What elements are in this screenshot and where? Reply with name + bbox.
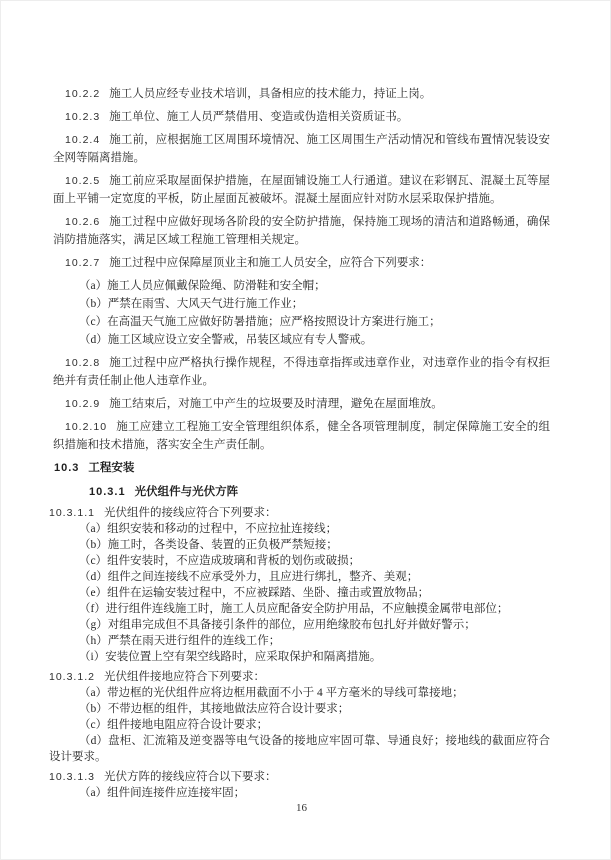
clause-text: 光伏方阵的接线应符合以下要求： <box>103 771 277 783</box>
clause-text: 施工过程中应做好现场各阶段的安全防护措施，保持施工现场的清洁和道路畅通，确保消防措施落实，满足区域工程施工管理相关规定。 <box>53 216 550 246</box>
list-item: （b）严禁在雨雪、大风天气进行施工作业； <box>79 298 304 310</box>
clause-text: 施工过程中应保障屋顶业主和施工人员安全，应符合下列要求： <box>109 257 432 269</box>
clause-10-2-5 <box>53 172 550 208</box>
clause-10-3-1-3-items <box>53 785 550 801</box>
list-item: （a）施工人员应佩戴保险绳、防滑鞋和安全帽； <box>79 280 326 292</box>
list-item: （b）不带边框的组件，其接地做法应符合设计要求； <box>79 703 350 715</box>
list-item: （b）施工时，各类设备、装置的正负极严禁短接； <box>79 539 338 551</box>
clause-10-2-7-items <box>53 277 550 349</box>
clause-number: 10.2.2 <box>65 88 101 100</box>
heading-number: 10.3.1 <box>89 486 126 498</box>
list-item: （f）进行组件连线施工时，施工人员应配备安全防护用品，不应触摸金属带电部位； <box>79 603 509 615</box>
list-item: （a）组织安装和移动的过程中，不应拉扯连接线； <box>79 523 338 535</box>
clause-text: 施工单位、施工人员严禁借用、变造或伪造相关资质证书。 <box>109 111 409 123</box>
clause-10-2-9 <box>53 395 550 413</box>
clause-10-3-1-1 <box>49 505 550 521</box>
list-item: （a）组件间连接件应连接牢固； <box>79 787 246 799</box>
clause-10-3-1-2-items <box>49 685 550 765</box>
list-item: （d）盘柜、汇流箱及逆变器等电气设备的接地应牢固可靠、导通良好；接地线的截面应符合设计要求。 <box>49 735 550 763</box>
heading-10-3-1 <box>89 483 550 501</box>
list-item: （c）组件安装时，不应造成玻璃和背板的划伤或破损； <box>79 555 361 567</box>
clause-10-3-1-2 <box>49 669 550 685</box>
list-item: （a）带边框的光伏组件应将边框用截面不小于 4 平方毫米的导线可靠接地； <box>79 687 464 699</box>
clause-10-2-8 <box>53 354 550 390</box>
clause-number: 10.3.1.1 <box>49 507 95 519</box>
list-item: （d）组件之间连接线不应承受外力，且应进行绑扎，整齐、美观； <box>79 571 419 583</box>
clause-number: 10.3.1.3 <box>49 771 95 783</box>
clause-number: 10.2.7 <box>65 257 101 269</box>
heading-10-3 <box>54 459 550 477</box>
list-item: （i）安装位置上空有架空线路时，应采取保护和隔离措施。 <box>79 651 382 663</box>
clause-number: 10.2.6 <box>65 216 101 228</box>
clause-number: 10.3.1.2 <box>49 671 95 683</box>
clause-text: 施工前应采取屋面保护措施，在屋面铺设施工人行通道。建议在彩钢瓦、混凝土瓦等屋面上平铺一定宽度的平板，防止屋面瓦被破坏。混凝土屋面应针对防水层采取保护措施。 <box>53 175 550 205</box>
clause-10-2-4 <box>53 131 550 167</box>
list-item: （c）在高温天气施工应做好防暑措施；应严格按照设计方案进行施工； <box>79 316 441 328</box>
list-item: （g）对组串完成但不具备接引条件的部位，应用绝缘胶布包扎好并做好警示； <box>79 619 476 631</box>
clause-10-2-3 <box>53 108 550 126</box>
heading-number: 10.3 <box>54 462 80 474</box>
clause-number: 10.2.3 <box>65 111 101 123</box>
clause-text: 光伏组件的接线应符合下列要求： <box>103 507 277 519</box>
list-item: （e）组件在运输安装过程中，不应被踩踏、坐卧、撞击或置放物品； <box>79 587 430 599</box>
clause-10-3-1-3 <box>49 769 550 785</box>
clause-10-2-10 <box>53 418 550 454</box>
clause-text: 施工过程中应严格执行操作规程，不得违章指挥或违章作业，对违章作业的指令有权拒绝并有责任制止他人违章作业。 <box>53 357 550 387</box>
clause-text: 施工人员应经专业技术培训，具备相应的技术能力，持证上岗。 <box>109 88 432 100</box>
clause-10-2-6 <box>53 213 550 249</box>
clause-number: 10.2.8 <box>65 357 101 369</box>
clause-text: 施工前，应根据施工区周围环境情况、施工区周围生产活动情况和管线布置情况装设安全网等隔离措施。 <box>53 134 550 164</box>
list-item: （h）严禁在雨天进行组件的连线工作； <box>79 635 281 647</box>
list-item: （c）组件接地电阻应符合设计要求； <box>79 719 269 731</box>
page-number: 16 <box>296 802 307 814</box>
heading-title: 工程安装 <box>88 462 135 474</box>
clause-10-3-1-1-items <box>53 521 550 665</box>
clause-number: 10.2.5 <box>65 175 101 187</box>
clause-10-2-2 <box>53 85 550 103</box>
heading-title: 光伏组件与光伏方阵 <box>134 486 239 498</box>
clause-text: 光伏组件接地应符合下列要求： <box>103 671 265 683</box>
clause-text: 施工结束后，对施工中产生的垃圾要及时清理，避免在屋面堆放。 <box>109 398 443 410</box>
clause-number: 10.2.10 <box>65 421 108 433</box>
clause-text: 施工应建立工程施工安全管理组织体系，健全各项管理制度，制定保障施工安全的组织措施和技术措施，落实安全生产责任制。 <box>53 421 550 451</box>
clause-number: 10.2.4 <box>65 134 101 146</box>
clause-10-2-7 <box>53 254 550 272</box>
clause-number: 10.2.9 <box>65 398 101 410</box>
list-item: （d）施工区域应设立安全警戒，吊装区域应有专人警戒。 <box>79 334 373 346</box>
